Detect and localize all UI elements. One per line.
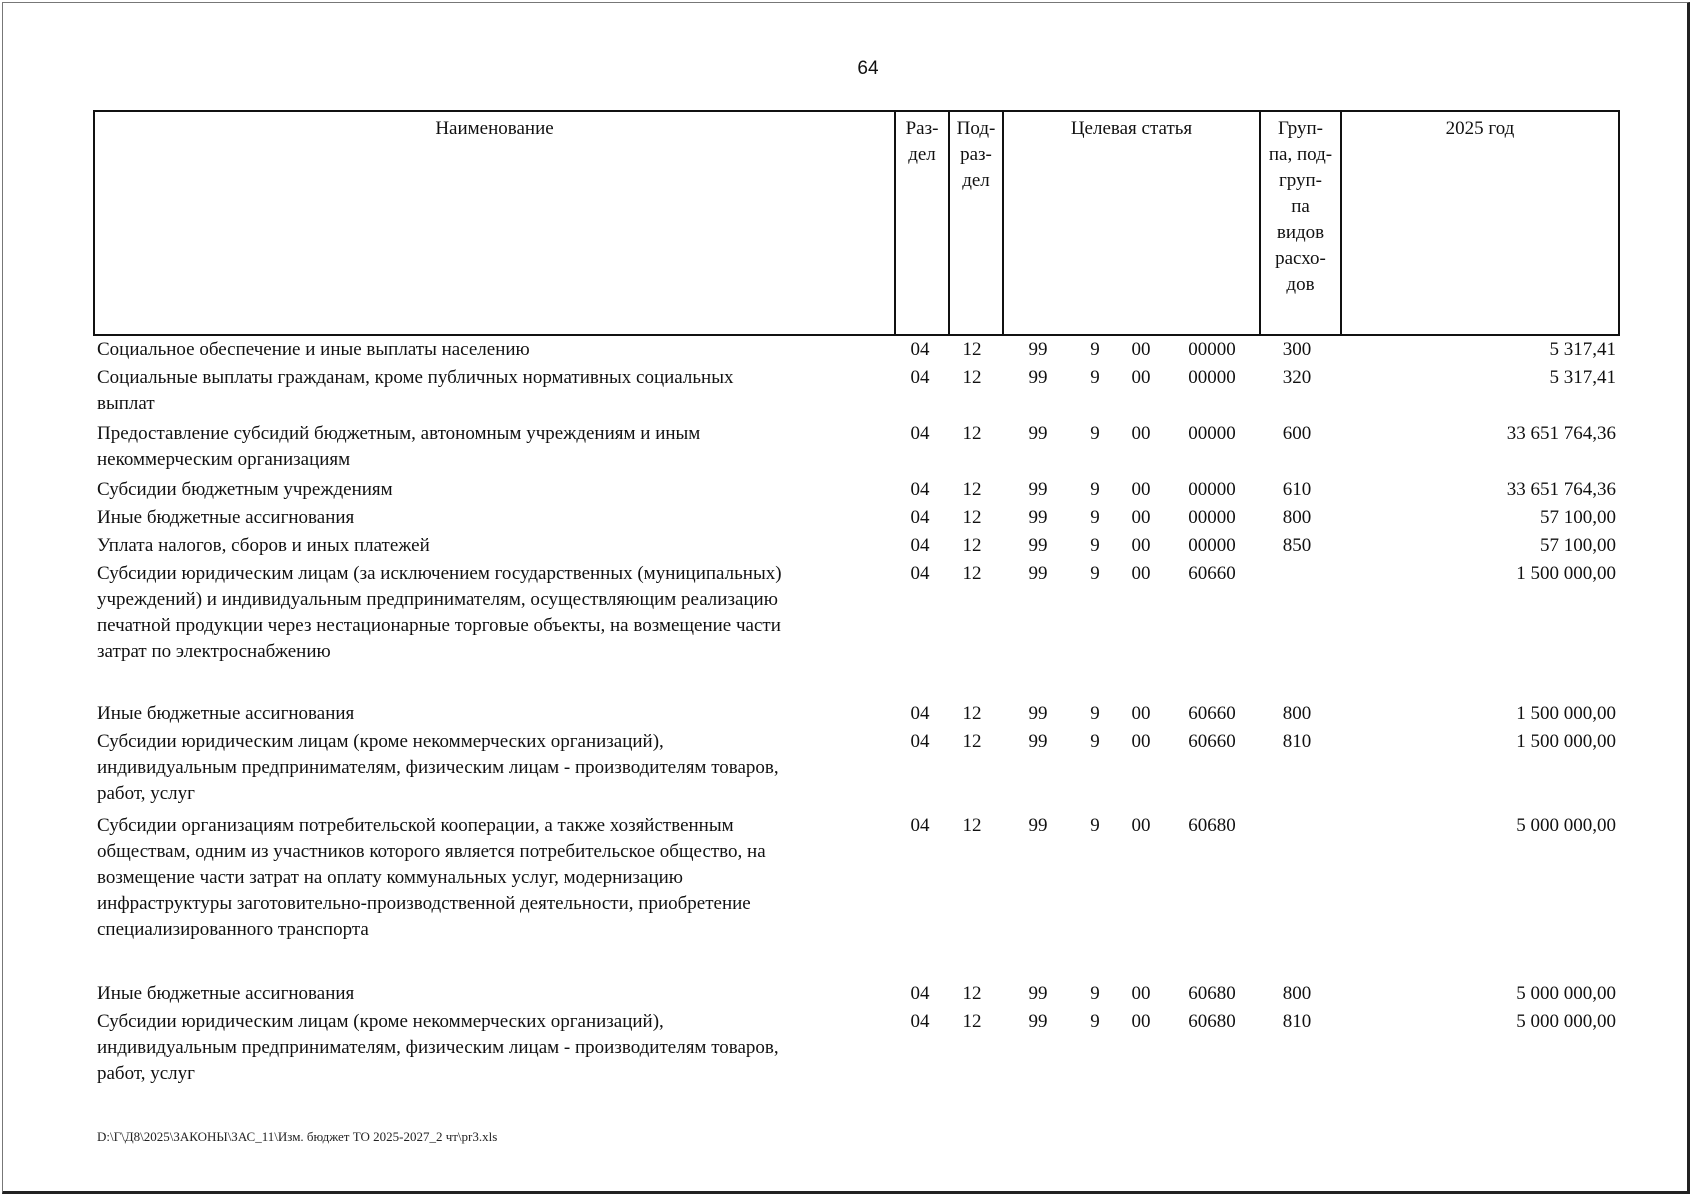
row-name-line: печатной продукции через нестационарные торговые объекты, на возмещение части: [97, 615, 781, 636]
row-expense-group: 600: [1282, 423, 1312, 444]
row-name: [97, 729, 877, 807]
row-name-line: Предоставление субсидий бюджетным, автономным учреждениям и иным: [97, 423, 701, 444]
row-target-subprogram: 9: [1090, 703, 1100, 724]
row-target-event: 00: [1131, 703, 1151, 724]
row-target-subprogram: 9: [1090, 731, 1100, 752]
row-name-line: инфраструктуры заготовительно-производственной деятельности, приобретение: [97, 893, 751, 914]
row-target-direction: 00000: [1188, 507, 1236, 528]
header-group-line: расхо-: [1275, 248, 1326, 269]
row-name: [97, 701, 877, 727]
row-amount: 1 500 000,00: [1516, 703, 1616, 724]
row-razdel: 04: [910, 339, 930, 360]
row-target-program: 99: [1028, 423, 1048, 444]
row-target-subprogram: 9: [1090, 367, 1100, 388]
row-amount: 1 500 000,00: [1516, 563, 1616, 584]
row-target-event: 00: [1131, 535, 1151, 556]
row-target-program: 99: [1028, 815, 1048, 836]
row-razdel: 04: [910, 507, 930, 528]
row-target-direction: 00000: [1188, 367, 1236, 388]
row-target-event: 00: [1131, 507, 1151, 528]
row-name: [97, 505, 877, 531]
page-number: 64: [857, 58, 879, 79]
row-razdel: 04: [910, 563, 930, 584]
row-podrazdel: 12: [962, 563, 982, 584]
row-expense-group: 810: [1282, 731, 1312, 752]
row-expense-group: 300: [1282, 339, 1312, 360]
row-name-line: Иные бюджетные ассигнования: [97, 507, 355, 528]
row-target-direction: 00000: [1188, 479, 1236, 500]
header-group-line: видов: [1276, 222, 1325, 243]
row-target-event: 00: [1131, 339, 1151, 360]
row-amount: 5 000 000,00: [1516, 983, 1616, 1004]
row-name-line: обществам, одним из участников которого является потребительское общество, на: [97, 841, 766, 862]
row-target-direction: 00000: [1188, 423, 1236, 444]
row-target-event: 00: [1131, 983, 1151, 1004]
row-amount: 5 317,41: [1549, 367, 1616, 388]
row-target-subprogram: 9: [1090, 535, 1100, 556]
row-target-subprogram: 9: [1090, 983, 1100, 1004]
row-amount: 33 651 764,36: [1506, 479, 1616, 500]
row-amount: 5 000 000,00: [1516, 815, 1616, 836]
row-podrazdel: 12: [962, 367, 982, 388]
row-amount: 57 100,00: [1540, 507, 1616, 528]
header-group-line: груп-: [1278, 170, 1323, 191]
row-target-event: 00: [1131, 479, 1151, 500]
row-expense-group: 610: [1282, 479, 1312, 500]
row-razdel: 04: [910, 367, 930, 388]
header-group-line: Груп-: [1277, 118, 1324, 139]
header-podrazdel-line: дел: [962, 170, 990, 191]
row-target-direction: 00000: [1188, 535, 1236, 556]
row-target-program: 99: [1028, 479, 1048, 500]
header-razdel-line: дел: [908, 144, 936, 165]
row-name-line: Социальные выплаты гражданам, кроме публичных нормативных социальных: [97, 367, 734, 388]
row-target-program: 99: [1028, 1011, 1048, 1032]
row-target-program: 99: [1028, 535, 1048, 556]
row-target-direction: 00000: [1188, 339, 1236, 360]
row-target-subprogram: 9: [1090, 479, 1100, 500]
row-target-event: 00: [1131, 367, 1151, 388]
row-name-line: Субсидии организациям потребительской кооперации, а также хозяйственным: [97, 815, 734, 836]
row-podrazdel: 12: [962, 983, 982, 1004]
row-target-subprogram: 9: [1090, 339, 1100, 360]
header-group-line: па, под-: [1268, 144, 1333, 165]
row-podrazdel: 12: [962, 535, 982, 556]
row-target-subprogram: 9: [1090, 507, 1100, 528]
row-expense-group: 800: [1282, 703, 1312, 724]
row-name: [97, 813, 877, 943]
row-podrazdel: 12: [962, 815, 982, 836]
header-name-label: Наименование: [435, 118, 554, 139]
row-target-subprogram: 9: [1090, 423, 1100, 444]
row-name-line: возмещение части затрат на оплату коммунальных услуг, модернизацию: [97, 867, 683, 888]
row-target-event: 00: [1131, 731, 1151, 752]
file-path-footer: D:\Г\Д8\2025\ЗАКОНЫ\ЗАС_11\Изм. бюджет ТО 2025-2027_2 чт\pr3.xls: [97, 1129, 498, 1144]
row-name-line: Социальное обеспечение и иные выплаты населению: [97, 339, 530, 360]
row-name-line: работ, услуг: [97, 1063, 195, 1084]
row-name-line: Уплата налогов, сборов и иных платежей: [97, 535, 430, 556]
row-razdel: 04: [910, 815, 930, 836]
row-name-line: индивидуальным предпринимателям, физическим лицам - производителям товаров,: [97, 757, 779, 778]
header-year-label: 2025 год: [1445, 118, 1515, 139]
row-razdel: 04: [910, 423, 930, 444]
row-target-subprogram: 9: [1090, 1011, 1100, 1032]
row-amount: 5 000 000,00: [1516, 1011, 1616, 1032]
row-name: [97, 1009, 877, 1087]
row-podrazdel: 12: [962, 339, 982, 360]
row-razdel: 04: [910, 703, 930, 724]
row-target-direction: 60680: [1188, 815, 1236, 836]
row-amount: 57 100,00: [1540, 535, 1616, 556]
header-podrazdel-line: Под-: [956, 118, 996, 139]
row-name-line: Иные бюджетные ассигнования: [97, 703, 355, 724]
row-name-line: Субсидии бюджетным учреждениям: [97, 479, 393, 500]
row-amount: 5 317,41: [1549, 339, 1616, 360]
row-target-event: 00: [1131, 423, 1151, 444]
row-name-line: специализированного транспорта: [97, 919, 369, 940]
row-name: [97, 561, 877, 665]
row-name-line: Субсидии юридическим лицам (кроме некоммерческих организаций),: [97, 1011, 664, 1032]
row-podrazdel: 12: [962, 731, 982, 752]
row-expense-group: 810: [1282, 1011, 1312, 1032]
row-name-line: выплат: [97, 393, 155, 414]
row-target-direction: 60680: [1188, 983, 1236, 1004]
row-name-line: учреждений) и индивидуальным предпринимателям, осуществляющим реализацию: [97, 589, 778, 610]
row-podrazdel: 12: [962, 507, 982, 528]
row-name: [97, 533, 877, 559]
row-target-direction: 60660: [1188, 731, 1236, 752]
header-razdel-line: Раз-: [905, 118, 939, 139]
row-target-direction: 60660: [1188, 703, 1236, 724]
row-name-line: затрат по электроснабжению: [97, 641, 331, 662]
header-group-line: дов: [1286, 274, 1315, 295]
row-target-program: 99: [1028, 983, 1048, 1004]
row-name-line: Иные бюджетные ассигнования: [97, 983, 355, 1004]
row-target-event: 00: [1131, 815, 1151, 836]
row-target-direction: 60660: [1188, 563, 1236, 584]
row-target-program: 99: [1028, 367, 1048, 388]
row-target-direction: 60680: [1188, 1011, 1236, 1032]
row-expense-group: 320: [1282, 367, 1312, 388]
row-razdel: 04: [910, 479, 930, 500]
row-expense-group: 800: [1282, 983, 1312, 1004]
row-expense-group: 850: [1282, 535, 1312, 556]
row-target-event: 00: [1131, 1011, 1151, 1032]
row-name-line: индивидуальным предпринимателям, физическим лицам - производителям товаров,: [97, 1037, 779, 1058]
row-podrazdel: 12: [962, 423, 982, 444]
row-amount: 1 500 000,00: [1516, 731, 1616, 752]
row-name: [97, 337, 877, 363]
row-razdel: 04: [910, 1011, 930, 1032]
row-target-event: 00: [1131, 563, 1151, 584]
row-podrazdel: 12: [962, 703, 982, 724]
row-name: [97, 981, 877, 1007]
row-target-program: 99: [1028, 339, 1048, 360]
row-name-line: некоммерческим организациям: [97, 449, 351, 470]
row-name: [97, 477, 877, 503]
row-target-program: 99: [1028, 731, 1048, 752]
row-name-line: Субсидии юридическим лицам (за исключением государственных (муниципальных): [97, 563, 782, 584]
row-name-line: работ, услуг: [97, 783, 195, 804]
header-target-label: Целевая статья: [1070, 118, 1193, 139]
row-podrazdel: 12: [962, 479, 982, 500]
header-podrazdel-line: раз-: [960, 144, 992, 165]
row-target-program: 99: [1028, 703, 1048, 724]
row-name: [97, 421, 877, 473]
row-target-program: 99: [1028, 563, 1048, 584]
row-name: [97, 365, 877, 417]
row-target-subprogram: 9: [1090, 563, 1100, 584]
header-group-line: па: [1291, 196, 1310, 217]
row-target-program: 99: [1028, 507, 1048, 528]
row-razdel: 04: [910, 983, 930, 1004]
row-amount: 33 651 764,36: [1506, 423, 1616, 444]
row-podrazdel: 12: [962, 1011, 982, 1032]
row-razdel: 04: [910, 535, 930, 556]
row-target-subprogram: 9: [1090, 815, 1100, 836]
row-name-line: Субсидии юридическим лицам (кроме некоммерческих организаций),: [97, 731, 664, 752]
row-razdel: 04: [910, 731, 930, 752]
row-expense-group: 800: [1282, 507, 1312, 528]
